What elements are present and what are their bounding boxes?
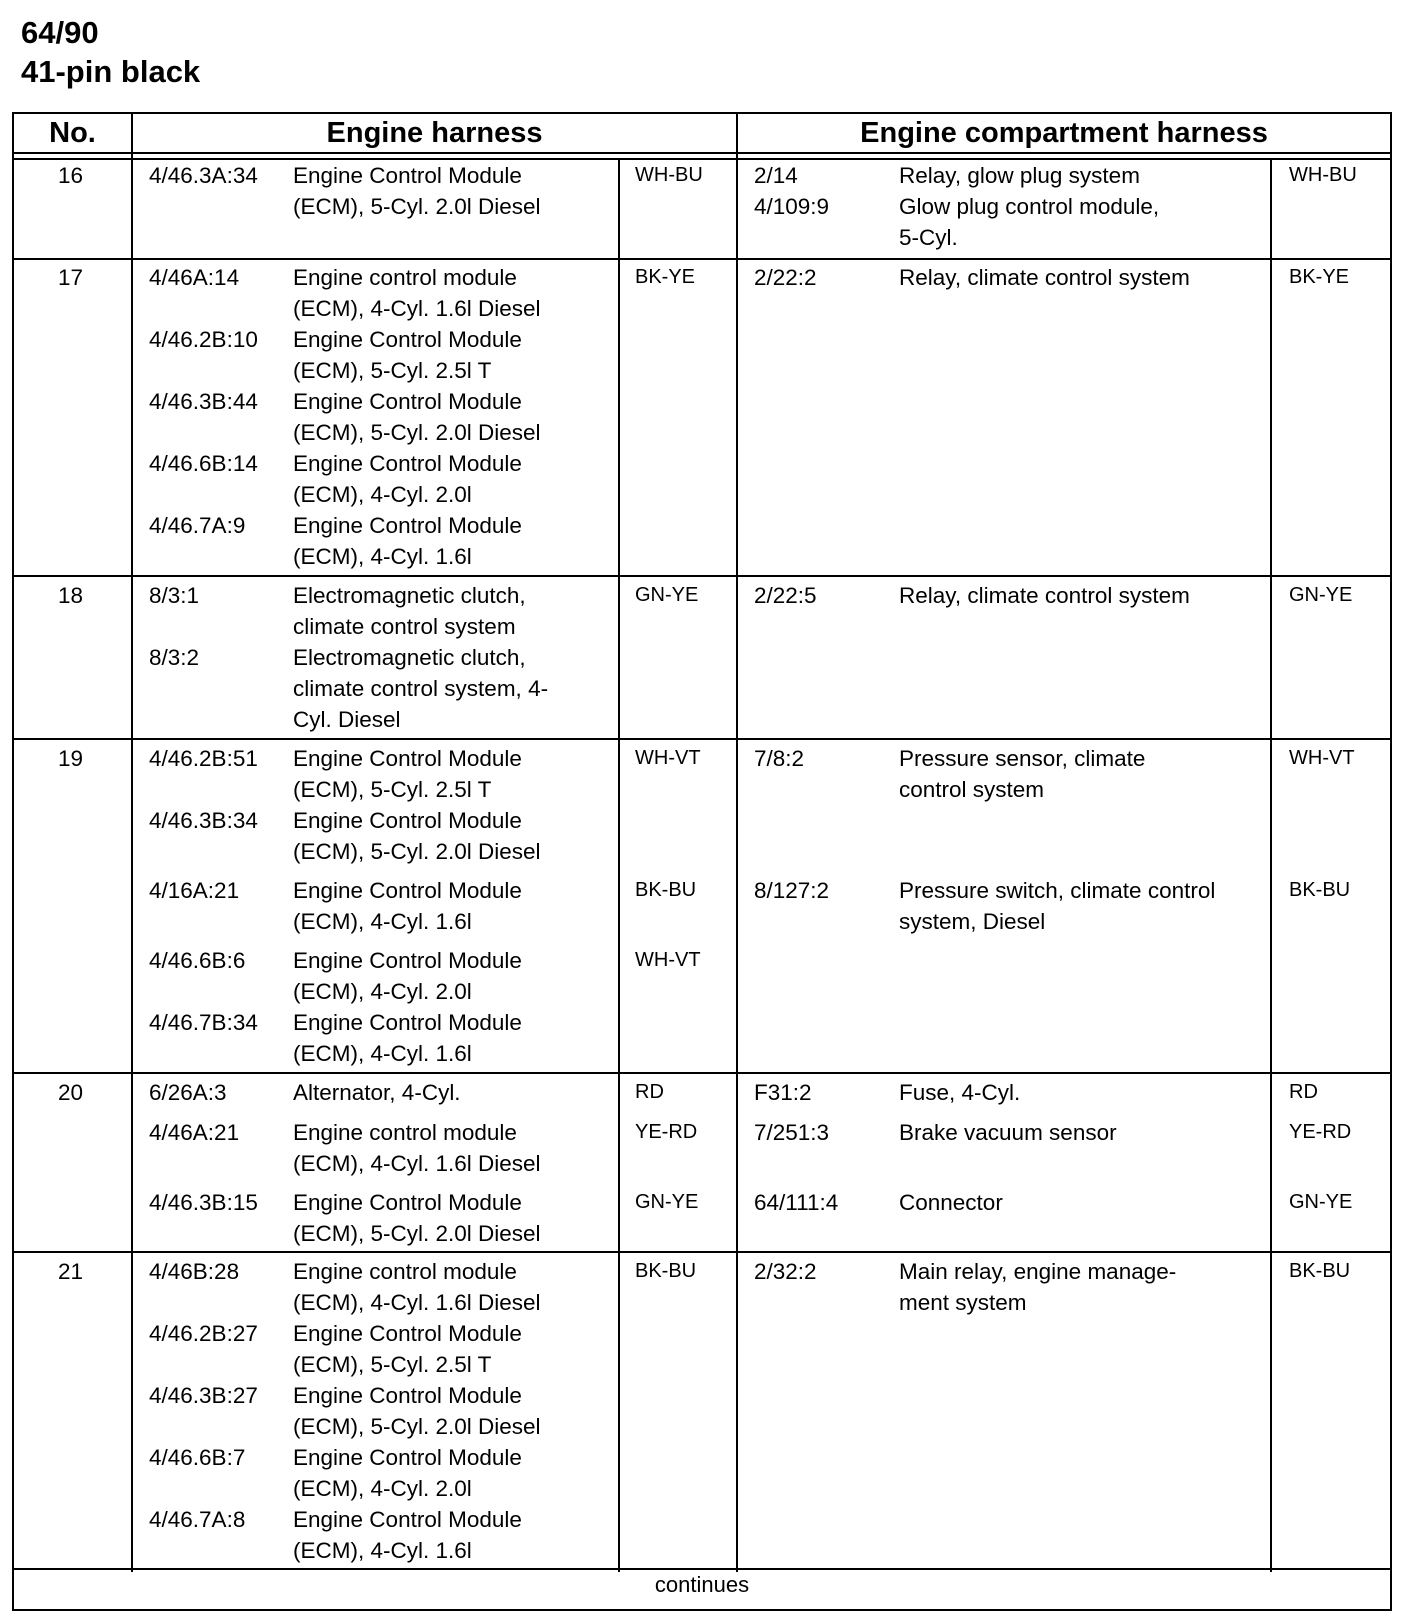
compartment-pin: 2/14	[754, 163, 798, 188]
header-no: No.	[49, 117, 96, 149]
engine-wire-color: RD	[635, 1081, 664, 1103]
engine-pin: 4/46.2B:27	[149, 1321, 258, 1346]
compartment-wire-color: RD	[1289, 1081, 1318, 1103]
engine-component: Engine control module (ECM), 4-Cyl. 1.6l Diesel	[293, 1259, 541, 1315]
engine-pin: 4/16A:21	[149, 878, 240, 903]
compartment-pin: 4/109:9	[754, 194, 830, 219]
header-engine-harness: Engine harness	[326, 117, 543, 149]
header-divider	[12, 152, 1392, 154]
col-divider	[618, 158, 620, 1572]
engine-component: Engine control module (ECM), 4-Cyl. 1.6l Diesel	[293, 265, 541, 321]
pin-number: 18	[58, 583, 84, 608]
compartment-wire-color: BK-YE	[1289, 266, 1350, 288]
engine-pin: 4/46.2B:10	[149, 327, 258, 352]
engine-component: Engine Control Module (ECM), 5-Cyl. 2.0l Diesel	[293, 389, 541, 445]
pin-number: 16	[58, 163, 84, 188]
compartment-pin: 2/22:2	[754, 265, 817, 290]
engine-component: Engine Control Module (ECM), 5-Cyl. 2.5l T	[293, 746, 522, 802]
compartment-wire-color: YE-RD	[1289, 1121, 1352, 1143]
engine-wire-color: BK-BU	[635, 1260, 697, 1282]
col-divider	[1270, 158, 1272, 1572]
compartment-wire-color: GN-YE	[1289, 1191, 1353, 1213]
row-divider	[12, 738, 1392, 740]
engine-component: Engine Control Module (ECM), 4-Cyl. 2.0l	[293, 1445, 522, 1501]
engine-component: Engine Control Module (ECM), 5-Cyl. 2.0l Diesel	[293, 1190, 541, 1246]
compartment-pin: F31:2	[754, 1080, 812, 1105]
compartment-pin: 8/127:2	[754, 878, 830, 903]
row-divider	[12, 1251, 1392, 1253]
engine-component: Engine Control Module (ECM), 5-Cyl. 2.0l Diesel	[293, 808, 541, 864]
continues-note: continues	[654, 1572, 750, 1597]
engine-component: Engine Control Module (ECM), 4-Cyl. 2.0l	[293, 948, 522, 1004]
compartment-pin: 64/111:4	[754, 1190, 839, 1215]
row-divider	[12, 258, 1392, 260]
engine-component: Engine Control Module (ECM), 4-Cyl. 2.0l	[293, 451, 522, 507]
engine-component: Engine Control Module (ECM), 5-Cyl. 2.5l T	[293, 327, 522, 383]
engine-pin: 4/46A:14	[149, 265, 240, 290]
engine-pin: 8/3:2	[149, 645, 200, 670]
engine-wire-color: WH-BU	[635, 164, 703, 186]
engine-pin: 4/46.6B:6	[149, 948, 246, 973]
compartment-wire-color: GN-YE	[1289, 584, 1353, 606]
compartment-component: Pressure switch, climate control system, Diesel	[899, 878, 1216, 934]
compartment-component: Fuse, 4-Cyl.	[899, 1080, 1021, 1105]
compartment-component: Connector	[899, 1190, 1003, 1215]
engine-component: Engine Control Module (ECM), 5-Cyl. 2.0l Diesel	[293, 163, 541, 219]
engine-pin: 4/46.3B:44	[149, 389, 258, 414]
engine-component: Engine Control Module (ECM), 4-Cyl. 1.6l	[293, 1010, 522, 1066]
engine-pin: 4/46.2B:51	[149, 746, 258, 771]
engine-wire-color: GN-YE	[635, 1191, 699, 1213]
compartment-component: Glow plug control module, 5-Cyl.	[899, 194, 1160, 250]
compartment-pin: 7/8:2	[754, 746, 805, 771]
compartment-component: Main relay, engine manage- ment system	[899, 1259, 1177, 1315]
engine-pin: 4/46B:28	[149, 1259, 240, 1284]
engine-wire-color: BK-BU	[635, 879, 697, 901]
engine-pin: 4/46.7B:34	[149, 1010, 258, 1035]
engine-pin: 4/46.6B:14	[149, 451, 258, 476]
compartment-wire-color: WH-VT	[1289, 747, 1355, 769]
compartment-component: Relay, climate control system	[899, 583, 1190, 608]
engine-component: Electromagnetic clutch, climate control system	[293, 583, 526, 639]
pin-number: 20	[58, 1080, 84, 1105]
engine-component: Engine Control Module (ECM), 4-Cyl. 1.6l	[293, 878, 522, 934]
pin-number: 17	[58, 265, 84, 290]
compartment-component: Relay, glow plug system	[899, 163, 1140, 188]
compartment-component: Pressure sensor, climate control system	[899, 746, 1146, 802]
col-divider	[131, 112, 133, 1572]
compartment-pin: 2/32:2	[754, 1259, 817, 1284]
engine-component: Engine Control Module (ECM), 4-Cyl. 1.6l	[293, 1507, 522, 1563]
col-divider	[736, 112, 738, 1572]
connector-description: 41-pin black	[21, 54, 201, 89]
compartment-wire-color: BK-BU	[1289, 1260, 1351, 1282]
compartment-wire-color: BK-BU	[1289, 879, 1351, 901]
pin-number: 21	[58, 1259, 84, 1284]
engine-wire-color: WH-VT	[635, 949, 701, 971]
compartment-pin: 7/251:3	[754, 1120, 830, 1145]
engine-component: Engine Control Module (ECM), 5-Cyl. 2.5l T	[293, 1321, 522, 1377]
engine-component: Electromagnetic clutch, climate control system, 4- Cyl. Diesel	[293, 645, 549, 732]
engine-pin: 4/46.3B:15	[149, 1190, 258, 1215]
engine-component: Engine control module (ECM), 4-Cyl. 1.6l Diesel	[293, 1120, 541, 1176]
engine-component: Engine Control Module (ECM), 5-Cyl. 2.0l Diesel	[293, 1383, 541, 1439]
row-divider	[12, 575, 1392, 577]
engine-wire-color: WH-VT	[635, 747, 701, 769]
header-engine-compartment-harness: Engine compartment harness	[860, 117, 1268, 149]
engine-pin: 4/46.6B:7	[149, 1445, 246, 1470]
compartment-pin: 2/22:5	[754, 583, 817, 608]
engine-pin: 8/3:1	[149, 583, 200, 608]
pin-number: 19	[58, 746, 84, 771]
engine-pin: 4/46.3A:34	[149, 163, 258, 188]
engine-wire-color: BK-YE	[635, 266, 696, 288]
engine-pin: 4/46.3B:34	[149, 808, 258, 833]
connector-id: 64/90	[21, 15, 99, 50]
compartment-component: Brake vacuum sensor	[899, 1120, 1117, 1145]
engine-wire-color: GN-YE	[635, 584, 699, 606]
engine-pin: 4/46.3B:27	[149, 1383, 258, 1408]
engine-component: Alternator, 4-Cyl.	[293, 1080, 461, 1105]
engine-pin: 6/26A:3	[149, 1080, 227, 1105]
engine-wire-color: YE-RD	[635, 1121, 698, 1143]
engine-pin: 4/46.7A:8	[149, 1507, 246, 1532]
engine-pin: 4/46.7A:9	[149, 513, 246, 538]
engine-pin: 4/46A:21	[149, 1120, 240, 1145]
compartment-wire-color: WH-BU	[1289, 164, 1357, 186]
row-divider	[12, 1072, 1392, 1074]
engine-component: Engine Control Module (ECM), 4-Cyl. 1.6l	[293, 513, 522, 569]
compartment-component: Relay, climate control system	[899, 265, 1190, 290]
